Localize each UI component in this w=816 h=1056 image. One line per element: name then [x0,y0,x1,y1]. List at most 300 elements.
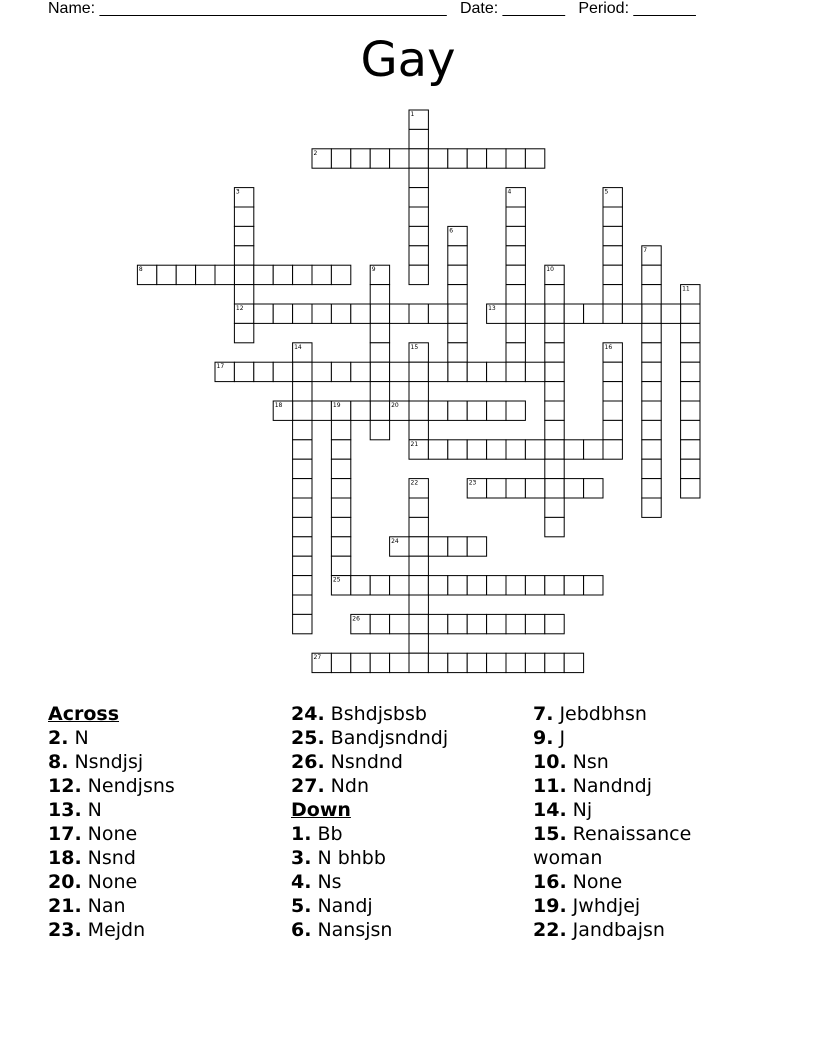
grid-cell[interactable] [234,246,253,265]
clue-text: None [572,871,623,893]
name-blank[interactable]: _______________________________________ [99,0,447,17]
clue-text: None [87,823,138,845]
grid-cell[interactable] [584,479,603,498]
grid-cell[interactable] [525,614,544,633]
clue-text: None [87,871,138,893]
grid-cell[interactable] [409,498,428,517]
clue-text: Nsnd [87,847,136,869]
grid-cell[interactable] [603,246,622,265]
clue-number: 27. [291,775,325,797]
grid-cell[interactable] [642,285,661,304]
grid-cell[interactable] [312,401,331,420]
grid-cell[interactable] [390,149,409,168]
grid-cell[interactable] [467,653,486,672]
grid-cell[interactable] [545,323,564,342]
down-clue [291,846,521,870]
grid-cell[interactable] [545,517,564,536]
cell-number: 22 [410,479,419,487]
clue-text: Nj [572,799,593,821]
date-label: Date: [459,0,499,17]
clue-number: 16. [533,871,567,893]
grid-cell[interactable] [506,226,525,245]
cell-number: 26 [352,615,360,623]
grid-cell[interactable] [603,362,622,381]
grid-cell[interactable] [273,362,292,381]
grid-cell[interactable] [506,653,525,672]
grid-cell[interactable] [254,362,273,381]
grid-cell[interactable] [584,304,603,323]
grid-cell[interactable] [506,285,525,304]
grid-cell[interactable] [370,653,389,672]
grid-cell[interactable] [448,285,467,304]
grid-cell[interactable] [506,343,525,362]
grid-cell[interactable] [506,479,525,498]
grid-cell[interactable] [525,362,544,381]
grid-cell[interactable] [584,440,603,459]
grid-cell[interactable] [487,440,506,459]
grid-cell[interactable] [390,576,409,595]
grid-cell[interactable] [254,265,273,284]
clue-number: 14. [533,799,567,821]
grid-cell[interactable] [409,595,428,614]
grid-cell[interactable] [448,343,467,362]
grid-cell[interactable] [642,265,661,284]
grid-cell[interactable] [390,304,409,323]
clue-text: Nsndjsj [74,751,144,773]
grid-cell[interactable] [525,304,544,323]
grid-cell[interactable] [351,304,370,323]
grid-cell[interactable] [681,323,700,342]
grid-cell[interactable] [467,401,486,420]
clue-number: 2. [48,727,69,749]
grid-cell[interactable] [234,265,253,284]
grid-cell[interactable] [409,382,428,401]
grid-cell[interactable] [506,265,525,284]
grid-cell[interactable] [467,362,486,381]
down-clue [533,798,733,822]
grid-cell[interactable] [312,265,331,284]
grid-cell[interactable] [448,362,467,381]
grid-cell[interactable] [331,304,350,323]
grid-cell[interactable] [409,246,428,265]
grid-cell[interactable] [642,401,661,420]
clue-number: 5. [291,895,312,917]
grid-cell[interactable] [293,479,312,498]
grid-cell[interactable] [409,537,428,556]
clue-number: 13. [48,799,82,821]
cell-number: 9 [371,266,376,274]
grid-cell[interactable] [525,149,544,168]
clue-text: Nsn [572,751,609,773]
cell-number: 10 [546,266,554,274]
grid-cell[interactable] [681,362,700,381]
grid-cell[interactable] [487,401,506,420]
grid-cell[interactable] [331,537,350,556]
grid-cell[interactable] [370,343,389,362]
grid-cell[interactable] [506,207,525,226]
grid-cell[interactable] [564,653,583,672]
grid-cell[interactable] [681,343,700,362]
down-heading: Down [291,799,351,821]
grid-cell[interactable] [545,343,564,362]
grid-cell[interactable] [157,265,176,284]
grid-cell[interactable] [428,362,447,381]
grid-cell[interactable] [370,420,389,439]
grid-cell[interactable] [331,459,350,478]
grid-cell[interactable] [234,362,253,381]
clue-text: Nsndnd [330,751,403,773]
clue-number: 8. [48,751,69,773]
grid-cell[interactable] [293,382,312,401]
grid-cell[interactable] [467,149,486,168]
cell-number: 7 [643,246,648,254]
across-heading: Across [48,703,120,725]
grid-cell[interactable] [312,362,331,381]
clue-number: 25. [291,727,325,749]
clue-text: Nandndj [572,775,653,797]
grid-cell[interactable] [545,576,564,595]
grid-cell[interactable] [448,576,467,595]
grid-cell[interactable] [487,653,506,672]
grid-cell[interactable] [506,576,525,595]
grid-cell[interactable] [448,149,467,168]
clue-number: 26. [291,751,325,773]
grid-cell[interactable] [428,401,447,420]
clue-text: Jebdbhsn [559,703,647,725]
grid-cell[interactable] [545,304,564,323]
grid-cell[interactable] [370,323,389,342]
grid-cell[interactable] [448,653,467,672]
cell-number: 1 [410,111,415,118]
grid-cell[interactable] [642,362,661,381]
grid-cell[interactable] [370,362,389,381]
grid-cell[interactable] [409,304,428,323]
grid-cell[interactable] [448,440,467,459]
grid-cell[interactable] [370,382,389,401]
grid-cell[interactable] [331,653,350,672]
grid-cell[interactable] [331,265,350,284]
grid-cell[interactable] [642,323,661,342]
grid-cell[interactable] [293,362,312,381]
across-clue [48,822,278,846]
clue-number: 15. [533,823,567,845]
clue-text: J [559,727,566,749]
clue-text: Nan [87,895,126,917]
grid-cell[interactable] [506,401,525,420]
grid-cell[interactable] [603,285,622,304]
grid-cell[interactable] [273,265,292,284]
cell-number: 4 [507,188,512,196]
grid-cell[interactable] [409,362,428,381]
grid-cell[interactable] [428,614,447,633]
down-clue [291,918,521,942]
grid-cell[interactable] [293,304,312,323]
clue-number: 11. [533,775,567,797]
cell-number: 3 [235,188,240,196]
period-blank[interactable]: _______ [633,0,696,17]
grid-cell[interactable] [681,382,700,401]
grid-cell[interactable] [351,653,370,672]
grid-cell[interactable] [409,634,428,653]
grid-cell[interactable] [448,614,467,633]
grid-cell[interactable] [428,304,447,323]
clue-text: N bhbb [317,847,386,869]
grid-cell[interactable] [293,595,312,614]
down-clue [291,870,521,894]
grid-cell[interactable] [525,653,544,672]
grid-cell[interactable] [293,401,312,420]
grid-cell[interactable] [681,459,700,478]
grid-cell[interactable] [448,265,467,284]
grid-cell[interactable] [506,362,525,381]
grid-cell[interactable] [370,285,389,304]
grid-cell[interactable] [409,576,428,595]
grid-cell[interactable] [370,576,389,595]
grid-cell[interactable] [487,479,506,498]
grid-cell[interactable] [234,207,253,226]
grid-cell[interactable] [545,614,564,633]
clue-column-2 [291,702,521,942]
grid-cell[interactable] [642,343,661,362]
grid-cell[interactable] [409,207,428,226]
across-clue [48,870,278,894]
grid-cell[interactable] [428,440,447,459]
grid-cell[interactable] [564,440,583,459]
grid-cell[interactable] [273,304,292,323]
grid-cell[interactable] [642,479,661,498]
grid-cell[interactable] [331,556,350,575]
clue-number: 9. [533,727,554,749]
grid-cell[interactable] [603,207,622,226]
clue-number: 17. [48,823,82,845]
grid-cell[interactable] [351,362,370,381]
grid-cell[interactable] [487,149,506,168]
grid-cell[interactable] [545,382,564,401]
grid-cell[interactable] [293,556,312,575]
grid-cell[interactable] [642,498,661,517]
grid-cell[interactable] [525,440,544,459]
grid-cell[interactable] [642,382,661,401]
grid-cell[interactable] [293,537,312,556]
grid-cell[interactable] [584,576,603,595]
grid-cell[interactable] [293,614,312,633]
grid-cell[interactable] [428,537,447,556]
grid-cell[interactable] [525,479,544,498]
grid-cell[interactable] [448,323,467,342]
grid-cell[interactable] [234,285,253,304]
clue-number: 18. [48,847,82,869]
clue-number: 24. [291,703,325,725]
grid-cell[interactable] [293,498,312,517]
grid-cell[interactable] [428,576,447,595]
clue-number: 22. [533,919,567,941]
cell-number: 11 [682,285,690,293]
grid-cell[interactable] [390,362,409,381]
clue-number: 7. [533,703,554,725]
grid-cell[interactable] [467,576,486,595]
down-clue [533,774,733,798]
grid-cell[interactable] [545,420,564,439]
grid-cell[interactable] [293,576,312,595]
grid-cell[interactable] [525,576,544,595]
period-label: Period: [578,0,630,17]
grid-cell[interactable] [331,420,350,439]
clue-text: Nansjsn [317,919,393,941]
grid-cell[interactable] [545,479,564,498]
across-clue [291,750,521,774]
clue-number: 3. [291,847,312,869]
grid-cell[interactable] [409,556,428,575]
grid-cell[interactable] [409,188,428,207]
grid-cell[interactable] [351,576,370,595]
grid-cell[interactable] [448,304,467,323]
grid-cell[interactable] [545,459,564,478]
grid-cell[interactable] [603,226,622,245]
grid-cell[interactable] [234,226,253,245]
grid-cell[interactable] [681,420,700,439]
grid-cell[interactable] [506,440,525,459]
grid-cell[interactable] [603,304,622,323]
grid-cell[interactable] [487,576,506,595]
grid-cell[interactable] [642,440,661,459]
grid-cell[interactable] [293,517,312,536]
grid-cell[interactable] [370,149,389,168]
grid-cell[interactable] [467,440,486,459]
clue-text: Nandj [317,895,373,917]
grid-cell[interactable] [331,362,350,381]
cell-number: 6 [449,227,454,235]
grid-cell[interactable] [409,614,428,633]
grid-cell[interactable] [409,265,428,284]
grid-cell[interactable] [370,304,389,323]
grid-cell[interactable] [331,479,350,498]
grid-cell[interactable] [351,401,370,420]
grid-cell[interactable] [409,226,428,245]
grid-cell[interactable] [467,537,486,556]
grid-cell[interactable] [506,323,525,342]
grid-cell[interactable] [506,246,525,265]
grid-cell[interactable] [293,420,312,439]
grid-cell[interactable] [564,479,583,498]
grid-cell[interactable] [293,265,312,284]
grid-cell[interactable] [545,653,564,672]
cell-number: 16 [604,343,613,351]
clue-text: Jwhdjej [572,895,641,917]
grid-cell[interactable] [409,168,428,187]
clue-number: 23. [48,919,82,941]
grid-cell[interactable] [661,304,680,323]
down-clue [533,750,733,774]
grid-cell[interactable] [331,498,350,517]
grid-cell[interactable] [293,440,312,459]
grid-cell[interactable] [564,576,583,595]
grid-cell[interactable] [409,129,428,148]
clue-text: Renaissance woman [533,823,692,869]
down-clue [533,918,733,942]
grid-cell[interactable] [545,440,564,459]
grid-cell[interactable] [428,149,447,168]
grid-cell[interactable] [642,420,661,439]
grid-cell[interactable] [545,498,564,517]
grid-cell[interactable] [331,149,350,168]
grid-cell[interactable] [215,265,234,284]
grid-cell[interactable] [448,537,467,556]
grid-cell[interactable] [506,614,525,633]
grid-cell[interactable] [409,420,428,439]
grid-cell[interactable] [234,323,253,342]
grid-cell[interactable] [681,440,700,459]
grid-cell[interactable] [254,304,273,323]
grid-cell[interactable] [506,304,525,323]
grid-cell[interactable] [448,246,467,265]
cell-number: 25 [332,576,341,584]
grid-cell[interactable] [331,517,350,536]
grid-cell[interactable] [603,265,622,284]
grid-cell[interactable] [545,285,564,304]
across-clue [291,726,521,750]
across-clue [48,798,278,822]
grid-cell[interactable] [681,479,700,498]
grid-cell[interactable] [293,459,312,478]
clue-number: 4. [291,871,312,893]
grid-cell[interactable] [331,440,350,459]
clue-number: 21. [48,895,82,917]
grid-cell[interactable] [428,653,447,672]
grid-cell[interactable] [506,149,525,168]
grid-cell[interactable] [370,614,389,633]
grid-cell[interactable] [409,401,428,420]
grid-cell[interactable] [467,614,486,633]
grid-cell[interactable] [487,614,506,633]
grid-cell[interactable] [622,304,641,323]
grid-cell[interactable] [603,382,622,401]
grid-cell[interactable] [409,653,428,672]
clue-text: Ndn [330,775,369,797]
name-label: Name: [48,0,96,17]
cell-number: 21 [410,440,419,448]
grid-cell[interactable] [390,614,409,633]
grid-cell[interactable] [196,265,215,284]
across-clue [48,774,278,798]
grid-cell[interactable] [603,420,622,439]
across-clue [291,774,521,798]
grid-cell[interactable] [370,401,389,420]
grid-cell[interactable] [409,517,428,536]
grid-cell[interactable] [681,304,700,323]
clue-text: N [87,799,102,821]
grid-cell[interactable] [603,440,622,459]
grid-cell[interactable] [642,304,661,323]
clue-column-1 [48,702,278,942]
grid-cell[interactable] [545,362,564,381]
grid-cell[interactable] [487,362,506,381]
grid-cell[interactable] [681,401,700,420]
grid-cell[interactable] [642,459,661,478]
date-blank[interactable]: _______ [502,0,565,17]
clue-text: Bshdjsbsb [330,703,427,725]
grid-cell[interactable] [390,653,409,672]
grid-cell[interactable] [564,304,583,323]
grid-cell[interactable] [545,401,564,420]
grid-cell[interactable] [409,149,428,168]
grid-cell[interactable] [176,265,195,284]
clue-text: N [74,727,89,749]
grid-cell[interactable] [448,401,467,420]
cell-number: 12 [235,305,244,312]
grid-cell[interactable] [603,401,622,420]
grid-cell[interactable] [312,304,331,323]
grid-cell[interactable] [351,149,370,168]
